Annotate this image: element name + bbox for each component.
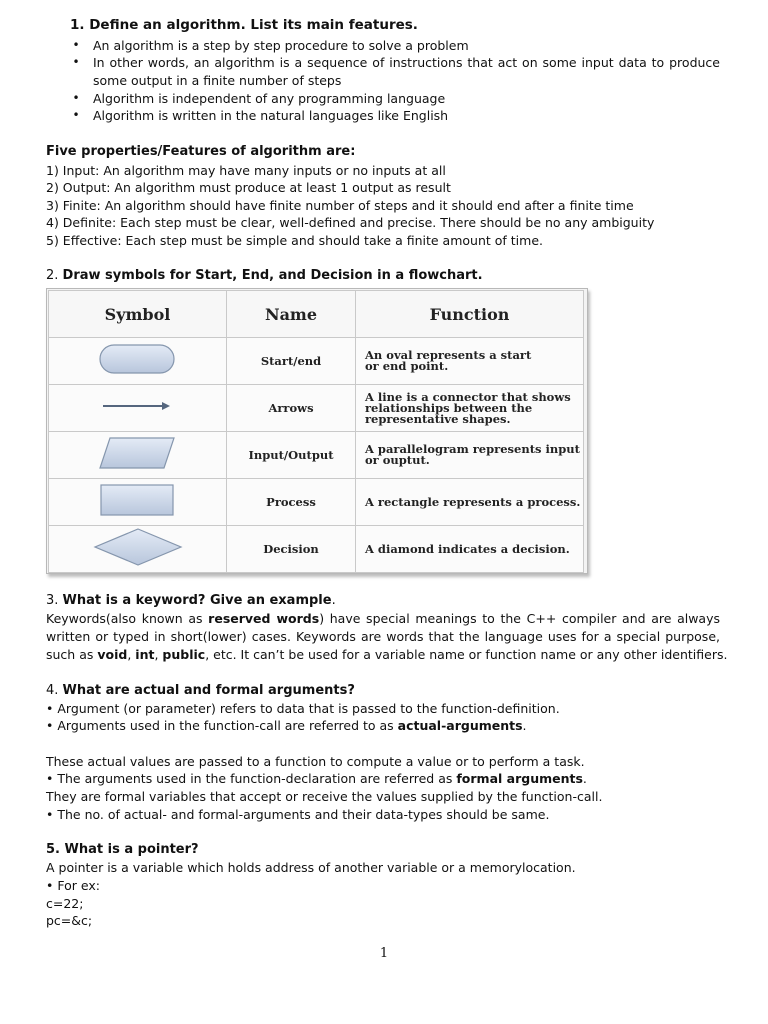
q2-number: 2. <box>46 268 59 283</box>
rectangle-shape <box>98 483 178 517</box>
text-run: such as <box>46 647 98 662</box>
table-row <box>49 385 584 432</box>
bullet-marker: • <box>72 55 80 69</box>
bullet-marker: • <box>72 38 80 52</box>
table-row <box>49 479 584 526</box>
q1-bullet-1: An algorithm is a step by step procedure to solve a problem <box>93 38 469 53</box>
q3-title-end: . <box>331 593 336 608</box>
name-input-output: Input/Output <box>227 432 356 479</box>
arrow-symbol <box>49 385 227 432</box>
text-run: ) have special meanings to the C++ compiler and are always <box>319 611 721 626</box>
oval-shape <box>98 342 178 376</box>
function-start-end <box>356 338 584 385</box>
parallelogram-shape <box>98 436 178 470</box>
text-run: Keywords(also known as <box>46 611 209 626</box>
q1-bullet-2: In other words, an algorithm is a sequence of instructions that act on some input data to produce <box>93 55 720 70</box>
q2-title <box>46 267 483 284</box>
flowchart-symbols-table <box>46 288 588 574</box>
q5-code-2: pc=&c; <box>46 913 93 928</box>
q1-bullet-2-cont: some output in a finite number of steps <box>93 73 342 88</box>
q5-code-1: c=22; <box>46 896 84 911</box>
diamond-symbol <box>49 526 227 573</box>
text-run: . <box>582 771 587 786</box>
text-run: • Arguments used in the function-call are referred to as <box>46 718 398 733</box>
oval-symbol <box>49 338 227 385</box>
q3-line-2: written or typed in short(lower) cases. Keywords are words that the language uses for a special purpose, <box>46 629 720 644</box>
function-text: A line is a connector that shows <box>365 389 571 404</box>
header-name: Name <box>227 291 356 338</box>
q4-line-2 <box>46 717 527 734</box>
reserved-words: reserved words <box>208 611 320 626</box>
table-row <box>49 338 584 385</box>
function-process <box>356 479 584 526</box>
q4-title <box>46 682 355 699</box>
function-text: A diamond indicates a decision. <box>365 541 570 556</box>
header-symbol: Symbol <box>49 291 227 338</box>
keyword-public: public <box>162 647 206 662</box>
property-input: 1) Input: An algorithm may have many inputs or no inputs at all <box>46 163 446 178</box>
formal-arguments: formal arguments <box>456 771 583 786</box>
name-arrows: Arrows <box>227 385 356 432</box>
q4-title-text: What are actual and formal arguments? <box>62 683 355 698</box>
q5-line-1: A pointer is a variable which holds address of another variable or a memorylocation. <box>46 860 576 875</box>
text-run: . <box>522 718 527 733</box>
text-run: • The arguments used in the function-declaration are referred as <box>46 771 457 786</box>
property-effective: 5) Effective: Each step must be simple and should take a finite amount of time. <box>46 233 543 248</box>
q5-title: 5. What is a pointer? <box>46 842 199 857</box>
function-text: or end point. <box>365 359 449 373</box>
header-function: Function <box>356 291 584 338</box>
property-output: 2) Output: An algorithm must produce at least 1 output as result <box>46 180 451 195</box>
arrow-shape <box>98 396 178 416</box>
properties-heading: Five properties/Features of algorithm are: <box>46 144 356 159</box>
function-text: A parallelogram represents input <box>365 442 580 456</box>
function-decision <box>356 526 584 573</box>
q1-title: 1. Define an algorithm. List its main features. <box>70 17 418 33</box>
q3-number: 3. <box>46 593 59 608</box>
function-arrows <box>356 385 584 432</box>
property-finite: 3) Finite: An algorithm should have finite number of steps and it should end after a finite time <box>46 198 634 213</box>
name-process: Process <box>227 479 356 526</box>
table-row <box>49 432 584 479</box>
q2-title-text: Draw symbols for Start, End, and Decision in a flowchart. <box>62 268 483 283</box>
keyword-void: void <box>97 647 128 662</box>
q5-line-2: • For ex: <box>46 878 100 893</box>
function-text: An oval represents a start <box>365 348 532 362</box>
q3-line-3 <box>46 646 727 663</box>
text-run: , <box>127 647 136 662</box>
q1-bullet-4: Algorithm is written in the natural languages like English <box>93 108 449 123</box>
page-number: 1 <box>379 946 389 961</box>
q3-line-1 <box>46 610 720 627</box>
q1-bullet-3: Algorithm is independent of any programming language <box>93 91 446 106</box>
keyword-int: int <box>135 647 155 662</box>
function-input-output <box>356 432 584 479</box>
actual-arguments: actual-arguments <box>397 718 523 733</box>
q4-line-1: • Argument (or parameter) refers to data that is passed to the function-definition. <box>46 701 560 716</box>
name-decision: Decision <box>227 526 356 573</box>
function-text: representative shapes. <box>365 411 511 426</box>
text-run: , <box>154 647 163 662</box>
property-definite: 4) Definite: Each step must be clear, well-defined and precise. There should be no any ambiguity <box>46 215 655 230</box>
text-run: , etc. It can’t be used for a variable name or function name or any other identifiers. <box>205 647 728 662</box>
diamond-shape <box>93 527 183 567</box>
q4-number: 4. <box>46 683 59 698</box>
rectangle-symbol <box>49 479 227 526</box>
q4-line-6: • The no. of actual- and formal-arguments and their data-types should be same. <box>46 807 550 822</box>
bullet-marker: • <box>72 108 80 122</box>
function-text: relationships between the <box>365 400 533 415</box>
name-start-end: Start/end <box>227 338 356 385</box>
q4-line-5: They are formal variables that accept or receive the values supplied by the function-call. <box>46 789 603 804</box>
parallelogram-symbol <box>49 432 227 479</box>
function-text: A rectangle represents a process. <box>365 494 581 509</box>
q4-line-4 <box>46 770 587 787</box>
q3-title <box>46 592 336 609</box>
bullet-marker: • <box>72 91 80 105</box>
q3-title-text: What is a keyword? Give an example <box>62 593 332 608</box>
function-text: or ouptut. <box>365 453 430 467</box>
q4-line-3: These actual values are passed to a function to compute a value or to perform a task. <box>46 754 585 769</box>
table-row <box>49 526 584 573</box>
